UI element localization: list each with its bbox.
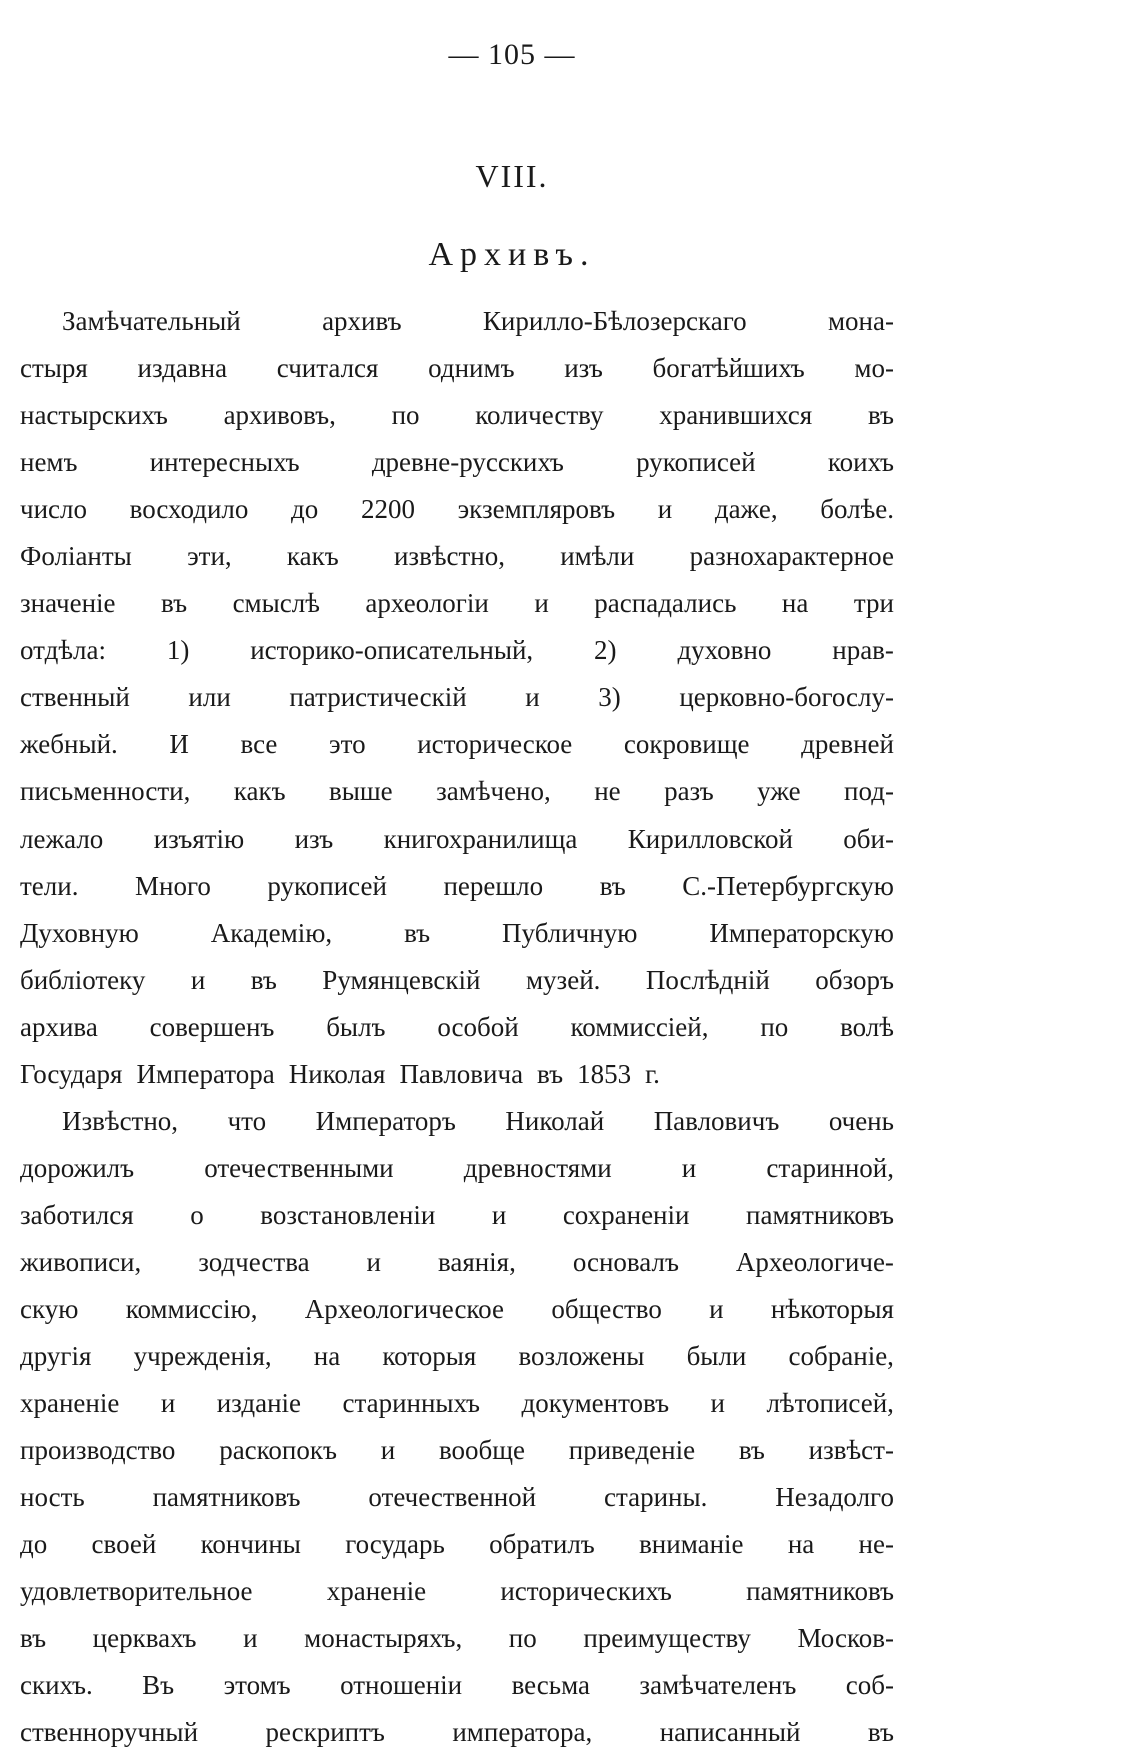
text-word: приведеніе bbox=[568, 1435, 696, 1466]
text-word: богатѣйшихъ bbox=[652, 353, 805, 384]
text-word: мона- bbox=[827, 306, 894, 336]
text-word: въ bbox=[404, 917, 431, 948]
text-word: три bbox=[853, 588, 894, 619]
text-word: 2200 bbox=[360, 494, 415, 525]
text-word: въ bbox=[250, 964, 277, 995]
text-line bbox=[20, 1098, 894, 1145]
text-line bbox=[20, 863, 894, 910]
text-word: волѣ bbox=[840, 1011, 894, 1042]
text-word: въ bbox=[161, 588, 188, 619]
text-word: или bbox=[188, 682, 231, 713]
text-word: мо- bbox=[854, 353, 894, 384]
text-word: Павловича bbox=[399, 1058, 524, 1089]
text-word: ность bbox=[20, 1482, 85, 1513]
text-word: на bbox=[313, 1341, 341, 1372]
text-word: въ bbox=[537, 1058, 564, 1089]
text-word: Николая bbox=[288, 1058, 386, 1089]
text-word: настырскихъ bbox=[20, 400, 168, 431]
text-word: замѣчено, bbox=[436, 776, 551, 807]
text-line bbox=[20, 721, 894, 768]
text-word: древней bbox=[801, 729, 894, 760]
text-word: Много bbox=[135, 870, 211, 901]
text-word: ственноручный bbox=[20, 1717, 199, 1748]
text-word: своей bbox=[91, 1529, 157, 1560]
text-word: вообще bbox=[438, 1435, 526, 1466]
text-word: заботился bbox=[20, 1199, 134, 1230]
text-word: и bbox=[366, 1246, 381, 1277]
text-word: написанный bbox=[659, 1717, 801, 1748]
text-word: памятниковъ bbox=[746, 1199, 894, 1230]
text-word: отечественной bbox=[368, 1482, 537, 1513]
text-word: церковно-богослу- bbox=[679, 682, 894, 713]
text-word: Москов- bbox=[797, 1623, 894, 1654]
text-word: какъ bbox=[233, 776, 286, 807]
text-word: архива bbox=[20, 1011, 98, 1042]
text-word: болѣе. bbox=[820, 494, 894, 525]
text-word: однимъ bbox=[428, 353, 515, 384]
text-word: лежало bbox=[20, 823, 104, 854]
text-word: Послѣдній bbox=[645, 964, 770, 995]
text-line bbox=[20, 345, 894, 392]
text-word: музей. bbox=[525, 964, 601, 995]
text-line bbox=[20, 1286, 894, 1333]
text-word: въ bbox=[20, 1623, 47, 1654]
text-word: до bbox=[20, 1529, 48, 1560]
text-word: сохраненіи bbox=[562, 1199, 690, 1230]
text-line bbox=[20, 298, 894, 345]
text-line bbox=[20, 674, 894, 721]
text-word: древне-русскихъ bbox=[371, 447, 564, 478]
text-word: тели. bbox=[20, 870, 79, 901]
text-word: Императорскую bbox=[709, 917, 894, 948]
text-word: документовъ bbox=[521, 1388, 670, 1419]
text-word: Извѣстно, bbox=[62, 1105, 179, 1136]
text-word: стыря bbox=[20, 353, 88, 384]
text-word: разъ bbox=[664, 776, 714, 807]
text-word: изъ bbox=[294, 823, 334, 854]
text-word: оби- bbox=[843, 823, 894, 854]
text-word: Замѣчательный bbox=[62, 306, 241, 336]
text-word: и bbox=[709, 1293, 724, 1324]
text-word: въ bbox=[867, 1717, 894, 1748]
text-word: перешло bbox=[443, 870, 544, 901]
text-word: и bbox=[657, 494, 673, 525]
text-word: церквахъ bbox=[92, 1623, 197, 1654]
text-word: и bbox=[491, 1199, 507, 1230]
text-word: экземпляровъ bbox=[457, 494, 616, 525]
text-word: Кирилло-Бѣлозерскаго bbox=[482, 306, 747, 336]
text-line bbox=[20, 392, 894, 439]
text-word: извѣст- bbox=[808, 1435, 894, 1466]
text-word: въ bbox=[867, 400, 894, 431]
text-word: на bbox=[781, 588, 809, 619]
text-word: и bbox=[525, 682, 540, 713]
text-word: преимуществу bbox=[583, 1623, 751, 1654]
text-word: по bbox=[508, 1623, 537, 1654]
text-word: коммиссію, bbox=[125, 1293, 258, 1324]
text-word: замѣчателенъ bbox=[639, 1670, 797, 1701]
text-word: архивъ bbox=[322, 306, 402, 336]
text-word: извѣстно, bbox=[393, 541, 505, 572]
text-word: г. bbox=[645, 1058, 660, 1089]
text-word: Кирилловской bbox=[627, 823, 793, 854]
text-word: императора, bbox=[452, 1717, 593, 1748]
text-word: о bbox=[190, 1199, 204, 1230]
text-word: рукописей bbox=[636, 447, 756, 478]
text-word: Археологическое bbox=[304, 1293, 504, 1324]
text-word: учрежденія, bbox=[133, 1341, 272, 1372]
text-word: скую bbox=[20, 1293, 79, 1324]
text-word: ваянія, bbox=[437, 1246, 516, 1277]
text-word: рукописей bbox=[267, 870, 387, 901]
text-word: разнохарактерное bbox=[689, 541, 894, 572]
text-word: которыя bbox=[382, 1341, 477, 1372]
text-word: Духовную bbox=[20, 917, 139, 948]
text-word: нѣкоторыя bbox=[770, 1293, 894, 1324]
text-word: историко-описательный, bbox=[250, 635, 534, 666]
text-word: С.-Петербургскую bbox=[682, 870, 894, 901]
text-line bbox=[20, 1380, 894, 1427]
text-word: и bbox=[190, 964, 206, 995]
text-line bbox=[20, 1615, 894, 1662]
text-word: какъ bbox=[286, 541, 339, 572]
text-word: 2) bbox=[594, 635, 617, 666]
text-word: храненіе bbox=[326, 1576, 427, 1607]
text-line bbox=[20, 1662, 894, 1709]
text-word: зодчества bbox=[198, 1246, 310, 1277]
text-word: и bbox=[160, 1388, 176, 1419]
text-word: раскопокъ bbox=[219, 1435, 337, 1466]
text-word: были bbox=[686, 1341, 747, 1372]
text-word: Румянцевскій bbox=[322, 964, 481, 995]
text-word: историческое bbox=[417, 729, 573, 760]
text-word: письменности, bbox=[20, 776, 191, 807]
text-word: по bbox=[391, 400, 420, 431]
text-word: и bbox=[681, 1152, 697, 1183]
text-word: весьма bbox=[511, 1670, 590, 1701]
text-word: хранившихся bbox=[659, 400, 813, 431]
text-word: и bbox=[710, 1388, 725, 1419]
text-word: обратилъ bbox=[489, 1529, 595, 1560]
text-word: Государя bbox=[20, 1058, 123, 1089]
text-word: значеніе bbox=[20, 588, 116, 619]
text-word: смыслѣ bbox=[232, 588, 320, 619]
text-word: эти, bbox=[187, 541, 232, 572]
chapter-title: Архивъ. bbox=[428, 236, 596, 273]
text-word: распадались bbox=[594, 588, 737, 619]
text-word: дорожилъ bbox=[20, 1152, 135, 1183]
page-number: — 105 — bbox=[448, 38, 576, 71]
text-word: не- bbox=[858, 1529, 894, 1560]
text-word: архивовъ, bbox=[223, 400, 336, 431]
text-line bbox=[20, 486, 894, 533]
text-word: особой bbox=[437, 1011, 519, 1042]
text-line bbox=[20, 1333, 894, 1380]
text-word: нрав- bbox=[832, 635, 894, 666]
text-word: и bbox=[380, 1435, 396, 1466]
text-word: изъятію bbox=[153, 823, 245, 854]
text-line bbox=[20, 1051, 894, 1098]
text-word: считался bbox=[276, 353, 379, 384]
text-word: 1853 bbox=[577, 1058, 632, 1089]
text-word: старины. bbox=[603, 1482, 708, 1513]
text-line bbox=[20, 1004, 894, 1051]
text-word: старинныхъ bbox=[342, 1388, 480, 1419]
text-line bbox=[20, 627, 894, 674]
text-word: немъ bbox=[20, 447, 78, 478]
text-line bbox=[20, 1239, 894, 1286]
text-word: духовно bbox=[677, 635, 772, 666]
text-word: кончины bbox=[200, 1529, 301, 1560]
text-line bbox=[20, 580, 894, 627]
text-word: этомъ bbox=[223, 1670, 291, 1701]
body-text bbox=[20, 298, 894, 1756]
text-word: имѣли bbox=[560, 541, 635, 572]
text-word: отечественными bbox=[204, 1152, 394, 1183]
text-word: Археологиче- bbox=[735, 1246, 894, 1277]
text-word: Незадолго bbox=[775, 1482, 894, 1513]
text-word: патристическій bbox=[289, 682, 467, 713]
text-word: обзоръ bbox=[815, 964, 894, 995]
text-word: что bbox=[227, 1105, 267, 1136]
text-word: количеству bbox=[475, 400, 604, 431]
text-word: Императоръ bbox=[315, 1105, 456, 1136]
text-word: монастыряхъ, bbox=[304, 1623, 463, 1654]
text-word: ственный bbox=[20, 682, 130, 713]
text-line bbox=[20, 768, 894, 815]
text-word: издавна bbox=[137, 353, 228, 384]
text-word: основалъ bbox=[572, 1246, 679, 1277]
chapter-numeral: VIII. bbox=[475, 158, 549, 194]
text-word: Публичную bbox=[502, 917, 638, 948]
text-word: и bbox=[534, 588, 549, 619]
text-word: даже, bbox=[714, 494, 778, 525]
text-line bbox=[20, 439, 894, 486]
text-word: памятниковъ bbox=[746, 1576, 894, 1607]
text-line bbox=[20, 1145, 894, 1192]
text-word: Академію, bbox=[210, 917, 333, 948]
text-line bbox=[20, 816, 894, 863]
text-word: вниманіе bbox=[639, 1529, 744, 1560]
text-word: библіотеку bbox=[20, 964, 146, 995]
text-word: очень bbox=[828, 1105, 894, 1136]
text-word: восходило bbox=[129, 494, 249, 525]
text-word: Императора bbox=[136, 1058, 275, 1089]
text-word: это bbox=[329, 729, 366, 760]
text-word: число bbox=[20, 494, 87, 525]
text-word: Павловичъ bbox=[653, 1105, 780, 1136]
text-word: возстановленіи bbox=[260, 1199, 436, 1230]
text-word: интересныхъ bbox=[149, 447, 300, 478]
text-word: общество bbox=[551, 1293, 662, 1324]
text-word: на bbox=[787, 1529, 815, 1560]
text-line bbox=[20, 533, 894, 580]
text-word: Николай bbox=[505, 1105, 605, 1136]
text-word: Фоліанты bbox=[20, 541, 132, 572]
text-word: не bbox=[594, 776, 621, 807]
text-word: выше bbox=[328, 776, 393, 807]
text-word: собраніе, bbox=[788, 1341, 894, 1372]
text-line bbox=[20, 1568, 894, 1615]
text-word: коммиссіей, bbox=[570, 1011, 709, 1042]
text-word: 3) bbox=[598, 682, 621, 713]
text-word: удовлетворительное bbox=[20, 1576, 253, 1607]
text-line bbox=[20, 1427, 894, 1474]
text-word: 1) bbox=[166, 635, 190, 666]
text-word: до bbox=[291, 494, 319, 525]
text-word: древностями bbox=[463, 1152, 612, 1183]
text-word: уже bbox=[757, 776, 801, 807]
text-line bbox=[20, 1521, 894, 1568]
text-word: изданіе bbox=[216, 1388, 302, 1419]
text-word: отношеніи bbox=[340, 1670, 463, 1701]
text-word: коихъ bbox=[827, 447, 894, 478]
text-word: сокровище bbox=[623, 729, 750, 760]
text-word: храненіе bbox=[20, 1388, 120, 1419]
text-word: производство bbox=[20, 1435, 176, 1466]
text-word: Въ bbox=[142, 1670, 175, 1701]
text-word: живописи, bbox=[20, 1246, 142, 1277]
text-word: другія bbox=[20, 1341, 92, 1372]
text-word: скихъ. bbox=[20, 1670, 93, 1701]
text-word: соб- bbox=[845, 1670, 894, 1701]
text-word: старинной, bbox=[766, 1152, 894, 1183]
text-word: по bbox=[760, 1011, 789, 1042]
text-word: книгохранилища bbox=[383, 823, 578, 854]
text-word: лѣтописей, bbox=[766, 1388, 894, 1419]
text-word: возложены bbox=[518, 1341, 645, 1372]
text-word: отдѣла: bbox=[20, 635, 106, 666]
text-word: совершенъ bbox=[149, 1011, 275, 1042]
text-word: все bbox=[240, 729, 278, 760]
text-word: памятниковъ bbox=[152, 1482, 301, 1513]
text-word: и bbox=[243, 1623, 258, 1654]
text-line bbox=[20, 910, 894, 957]
text-word: археологіи bbox=[365, 588, 489, 619]
text-word: под- bbox=[844, 776, 894, 807]
text-line bbox=[20, 957, 894, 1004]
text-word: И bbox=[169, 729, 189, 760]
text-word: былъ bbox=[326, 1011, 386, 1042]
text-word: жебный. bbox=[20, 729, 118, 760]
text-word: рескриптъ bbox=[265, 1717, 385, 1748]
text-word: историческихъ bbox=[500, 1576, 672, 1607]
text-word: изъ bbox=[564, 353, 603, 384]
text-line bbox=[20, 1709, 894, 1756]
text-line bbox=[20, 1192, 894, 1239]
text-word: въ bbox=[738, 1435, 765, 1466]
text-line bbox=[20, 1474, 894, 1521]
text-word: въ bbox=[599, 870, 626, 901]
text-word: государь bbox=[345, 1529, 445, 1560]
